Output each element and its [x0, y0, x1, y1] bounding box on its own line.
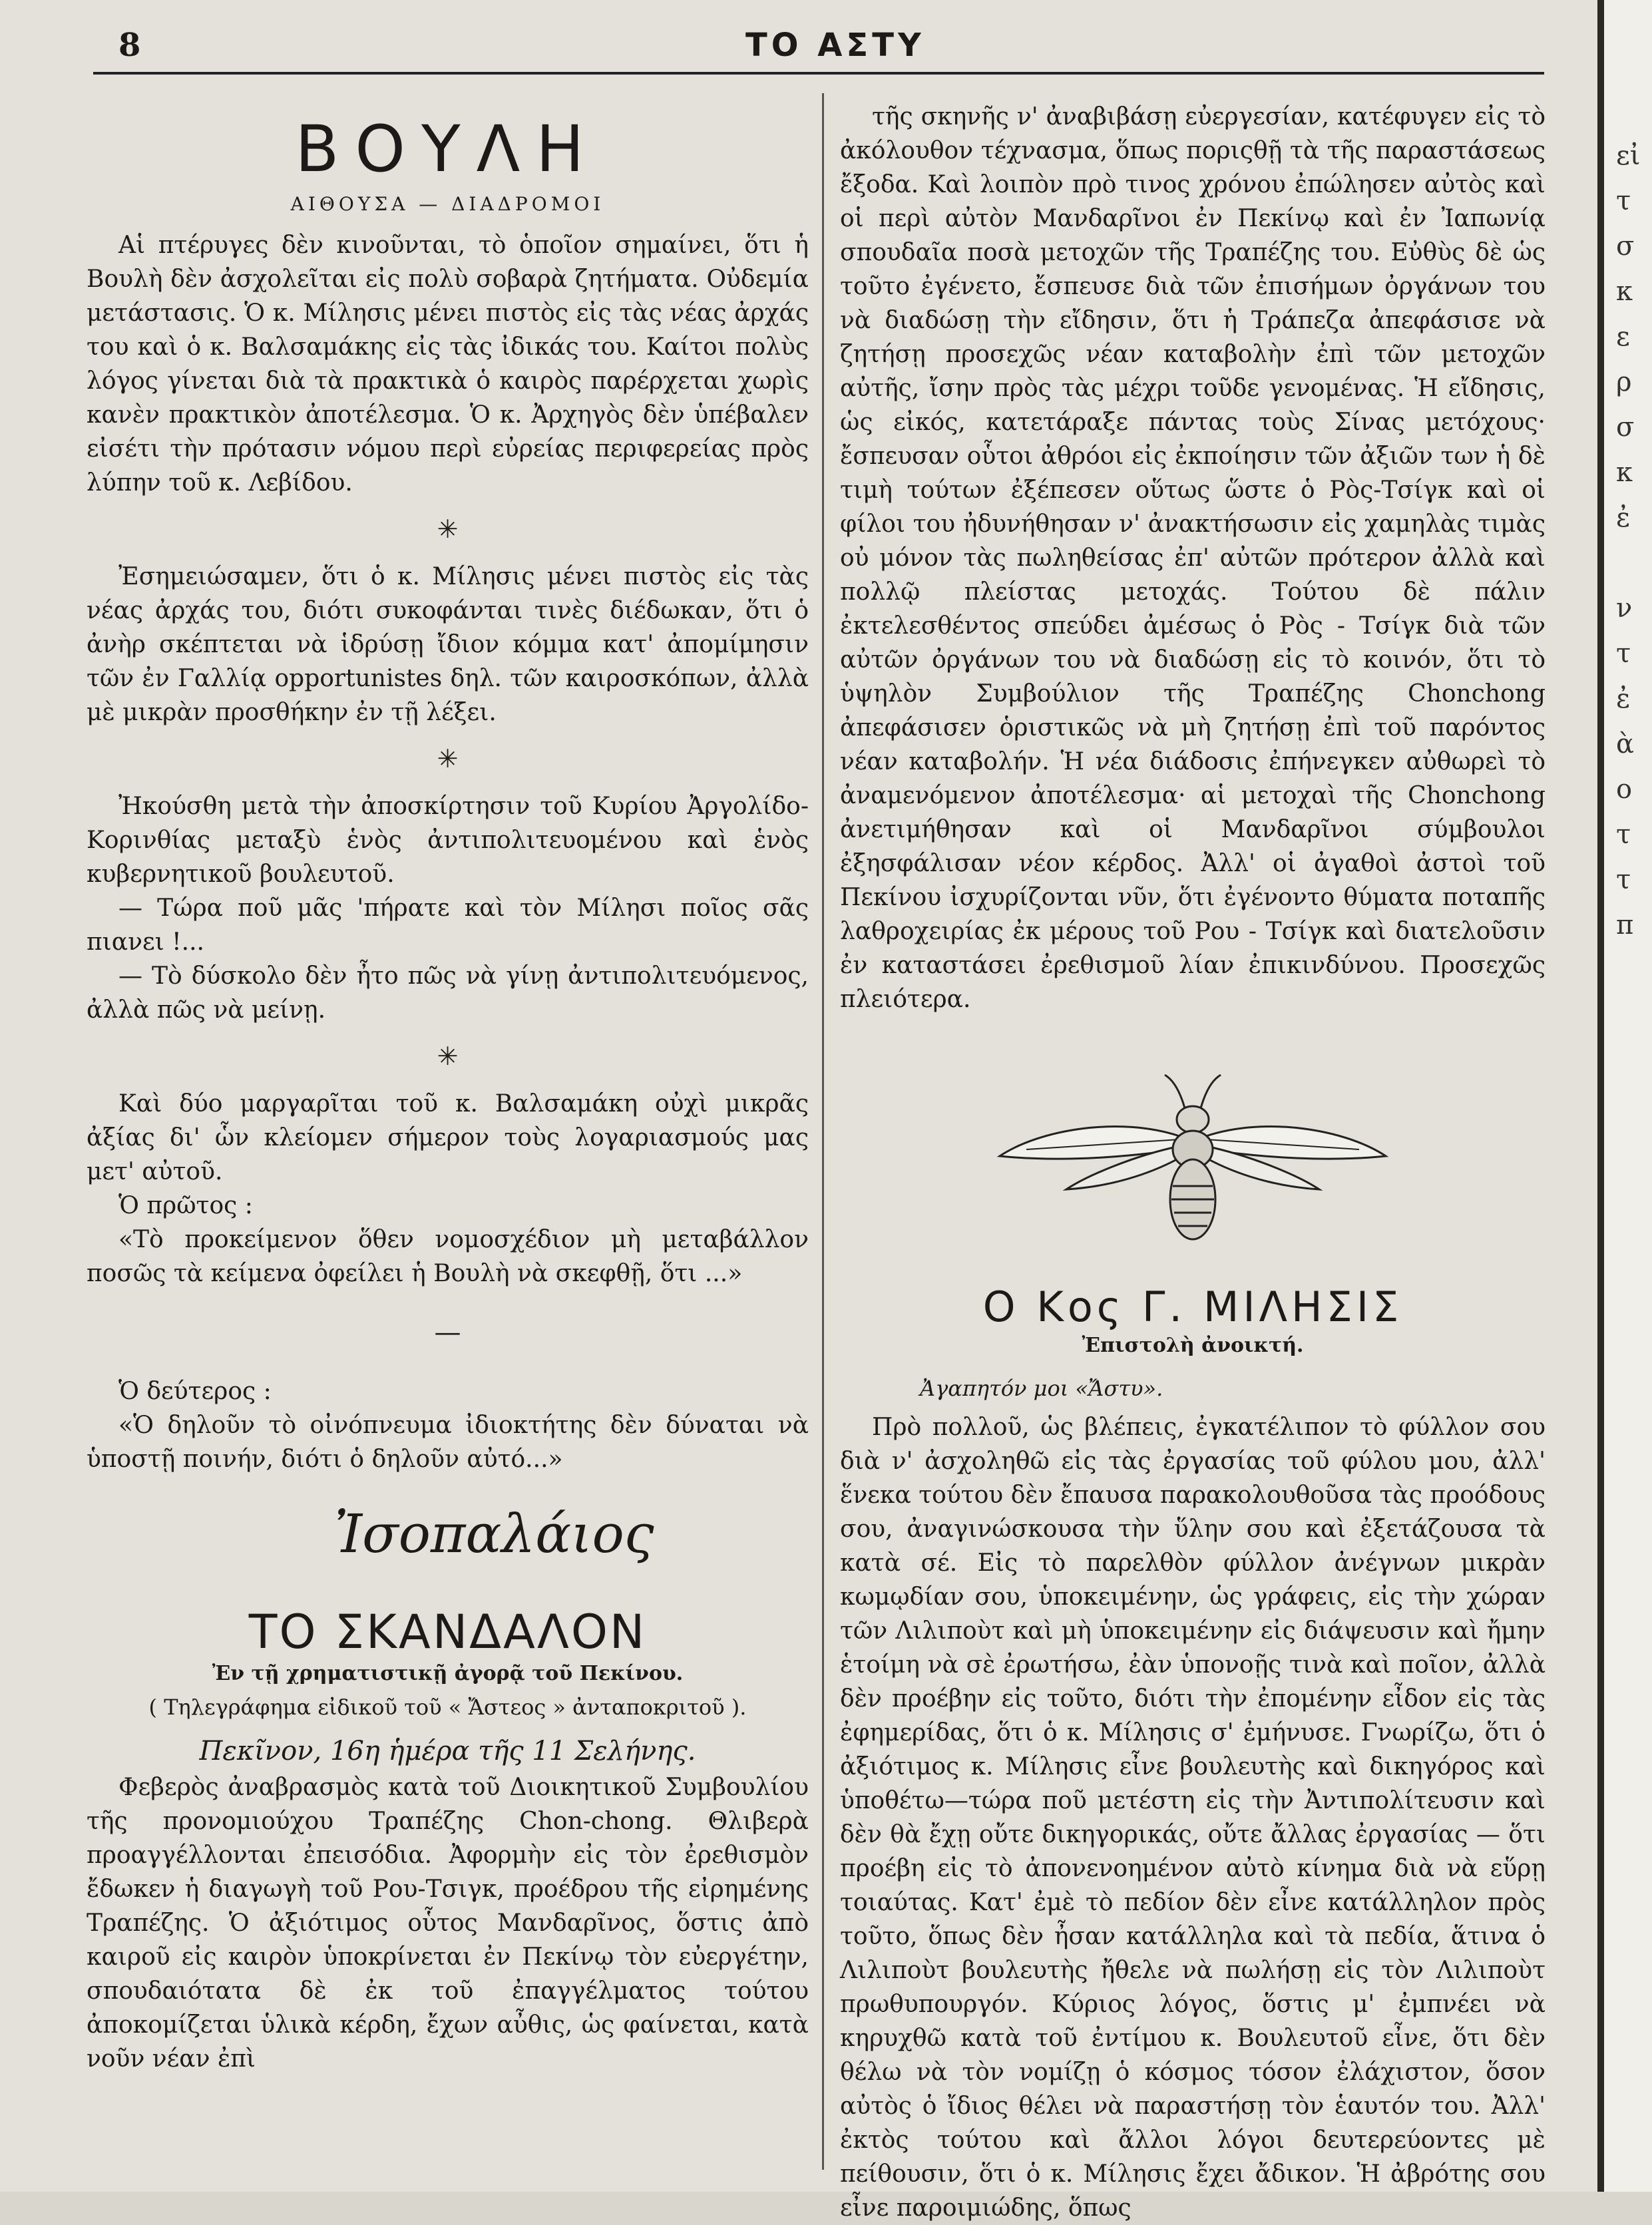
- insect-illustration: [986, 1056, 1399, 1256]
- article-paragraph: Φεβερὸς ἀναβρασμὸς κατὰ τοῦ Διοικητικοῦ Συμβουλίου τῆς προνομιούχου Τραπέζης Chon-chong. Θλιβερὰ προαγγέλλονται ἐπεισόδια. Ἀφορμὴν εἰς τὸν ἐρεθισμὸν ἔδωκεν ἡ διαγωγὴ τοῦ Ρου-Τσιγκ, προέδρου τῆς εἰρημένης Τραπέζης. Ὁ ἀξιότιμος οὗτος Μανδαρῖνος, ὅστις ἀπὸ καιροῦ εἰς καιρὸν ὑποκρίνεται ἐν Πεκίνῳ τὸν εὐεργέτην, σπουδαιότατα δὲ ἐκ τοῦ ἐπαγγέλματος τούτου ἀποκομίζεται ὑλικὰ κέρδη, ἔχων αὖθις, ὡς φαίνεται, κατὰ νοῦν νέαν ἐπὶ: [87, 1774, 809, 2073]
- asterisk-separator: ✳: [437, 744, 459, 773]
- article-paragraph: Αἱ πτέρυγες δὲν κινοῦνται, τὸ ὁποῖον σημαίνει, ὅτι ἡ Βουλὴ δὲν ἀσχολεῖται εἰς πολὺ σοβαρὰ ζητήματα. Οὐδεμία μετάστασις. Ὁ κ. Μίλησις μένει πιστὸς εἰς τὰς νέας ἀρχάς του καὶ ὁ κ. Βαλσαμάκης εἰς τὰς ἰδικάς του. Καίτοι πολὺς λόγος γίνεται διὰ τὰ πρακτικὰ ὁ καιρὸς παρέρχεται χωρὶς κανὲν πρακτικὸν ἀποτέλεσμα. Ὁ κ. Ἀρχηγὸς δὲν ὑπέβαλεν εἰσέτι τὴν πρότασιν νόμου περὶ εὐρείας περιφερείας πρὸς λύπην τοῦ κ. Λεβίδου.: [87, 232, 809, 497]
- left-column: [87, 100, 809, 2076]
- quote-label: Ὁ δεύτερος :: [118, 1378, 272, 1405]
- masthead: ΤΟ ΑΣΤΥ: [745, 27, 925, 64]
- section-title-vouli: ΒΟΥΛΗ: [295, 112, 600, 186]
- dash-separator: —: [434, 1317, 461, 1348]
- section-subtitle-vouli: ΑΙΘΟΥΣΑ — ΔΙΑΔΡΟΜΟΙ: [290, 193, 605, 215]
- asterisk-separator: ✳: [437, 1042, 459, 1071]
- dateline: Πεκῖνον, 16η ἡμέρα τῆς 11 Σελήνης.: [199, 1736, 696, 1766]
- quote-text: «Τὸ προκείμενον ὅθεν νομοσχέδιον μὴ μεταβάλλον ποσῶς τὰ κείμενα ὀφείλει ἡ Βουλὴ νὰ σκεφθῇ, ὅτι ...»: [87, 1226, 809, 1287]
- quote-label: Ὁ πρῶτος :: [118, 1192, 253, 1219]
- author-signature: Ἰσοπαλάιος: [334, 1503, 654, 1565]
- telegram-note: ( Τηλεγράφημα εἰδικοῦ τοῦ « Ἄστεος » ἀνταποκριτοῦ ).: [148, 1695, 747, 1720]
- section-subtitle-scandal: Ἐν τῇ χρηματιστικῇ ἀγορᾷ τοῦ Πεκίνου.: [212, 1662, 684, 1685]
- quote-text: «Ὁ δηλοῦν τὸ οἰνόπνευμα ἰδιοκτήτης δὲν δύναται νὰ ὑποστῇ ποινήν, διότι ὁ δηλοῦν αὐτό...»: [87, 1412, 809, 1473]
- adjacent-page-edge: [1597, 0, 1652, 2192]
- section-title-milisis: Ο Κος Γ. ΜΙΛΗΣΙΣ: [982, 1283, 1403, 1331]
- column-divider: [822, 93, 824, 2170]
- asterisk-separator: ✳: [437, 514, 459, 544]
- article-paragraph: τῆς σκηνῆς ν' ἀναβιβάσῃ εὐεργεσίαν, κατέφυγεν εἰς τὸ ἀκόλουθον τέχνασμα, ὅπως ποριςθῇ τὰ τῆς παραστάσεως ἔξοδα. Καὶ λοιπὸν πρὸ τινος χρόνου ἐπώλησεν αὐτὸς καὶ οἱ περὶ αὐτὸν Μανδαρῖνοι ἐν Πεκίνῳ καὶ ἐν Ἰαπωνίᾳ σπουδαῖα ποσὰ μετοχῶν τῆς Τραπέζης του. Εὐθὺς δὲ ὡς τοῦτο ἐγένετο, ἔσπευσε διὰ τῶν ἐπισήμων ὀργάνων του νὰ διαδώσῃ τὴν εἴδησιν, ὅτι ἡ Τράπεζα ἀπεφάσισε νὰ ζητήσῃ προσεχῶς νέαν καταβολὴν ἐπὶ τῶν μετοχῶν αὐτῆς, ἴσην πρὸς τὰς μέχρι τοῦδε γενομένας. Ἡ εἴδησις, ὡς εἰκός, κατετάραξε πάντας τοὺς Σίνας μετόχους· ἔσπευσαν οὗτοι ἀθρόοι εἰς ἐκποίησιν τῶν ἀξιῶν των ἡ δὲ τιμὴ τούτων ἐξέπεσεν οὕτως ὥστε ὁ Ρὸς-Τσίγκ καὶ οἱ φίλοι του ἠδυνήθησαν ν' ἀνακτήσωσιν εἰς χαμηλὰς τιμὰς οὐ μόνον τὰς πωληθείσας ἐπ' αὐτῶν πρότερον ἀλλὰ καὶ πολλῷ πλείστας μετοχάς. Τούτου δὲ πάλιν ἐκτελεσθέντος σπεύδει ἀμέσως ὁ Ρὸς - Τσίγκ διὰ τῶν αὐτῶν ὀργάνων του νὰ διαδώσῃ εἰς τὸ κοινόν, ὅτι τὸ ὑψηλὸν Συμβούλιον τῆς Τραπέζης Chonchong ἀπεφάσισεν ὁριστικῶς νὰ μὴ ζητήσῃ ἐπὶ τοῦ παρόντος νέαν καταβολήν. Ἡ νέα διάδοσις ἐπήνεγκεν αὐθωρεὶ τὸ ἀναμενόμενον ἀποτέλεσμα· αἱ μετοχαὶ τῆς Chonchong ἀνετιμήθησαν καὶ οἱ Μανδαρῖνοι σύμβουλοι ἐξησφάλισαν νέον κέρδος. Ἀλλ' οἱ ἀγαθοὶ ἀστοὶ τοῦ Πεκίνου ἰσχυρίζονται νῦν, ὅτι ἐγένοντο θύματα ποταπῆς λαθροχειρίας ἐκ μέρους τοῦ Ρου - Τσίγκ καὶ διατελοῦσιν ἐν καταστάσει ἐρεθισμοῦ λίαν ἐπικινδύνου. Προσεχῶς πλειότερα.: [840, 103, 1546, 1013]
- article-paragraph: Καὶ δύο μαργαρῖται τοῦ κ. Βαλσαμάκη οὐχὶ μικρᾶς ἀξίας δι' ὧν κλείομεν σήμερον τοὺς λογαριασμούς μας μετ' αὐτοῦ.: [87, 1090, 809, 1185]
- header-rule: [93, 72, 1544, 75]
- section-title-scandal: ΤΟ ΣΚΑΝΔΑΛΟΝ: [248, 1605, 647, 1659]
- letter-greeting: Ἀγαπητόν μοι «Ἄστυ».: [920, 1376, 1163, 1401]
- right-column: [840, 100, 1546, 2225]
- dialogue-line: — Τὸ δύσκολο δὲν ἦτο πῶς νὰ γίνῃ ἀντιπολιτευόμενος, ἀλλὰ πῶς νὰ μείνῃ.: [87, 962, 809, 1024]
- dialogue-line: — Τώρα ποῦ μᾶς 'πήρατε καὶ τὸν Μίλησι ποῖος σᾶς πιανει !...: [87, 895, 809, 956]
- article-paragraph: Ἐσημειώσαμεν, ὅτι ὁ κ. Μίλησις μένει πιστὸς εἰς τὰς νέας ἀρχάς του, διότι συκοφάνται τινὲς διέδωκαν, ὅτι ὁ ἀνὴρ σκέπτεται νὰ ἱδρύσῃ ἴδιον κόμμα κατ' ἀπομίμησιν τῶν ἐν Γαλλίᾳ opportunistes δηλ. τῶν καιροσκόπων, ἀλλὰ μὲ μικρὰν προσθήκην ἐν τῇ λέξει.: [87, 563, 809, 726]
- article-paragraph: Πρὸ πολλοῦ, ὡς βλέπεις, ἐγκατέλιπον τὸ φύλλον σου διὰ ν' ἀσχοληθῶ εἰς τὰς ἐργασίας τοῦ φύλου μου, ἀλλ' ἕνεκα τούτου δὲν ἔπαυσα παρακολουθοῦσα τὰς προόδους σου, ἀναγινώσκουσα τὴν ὕλην σου καὶ ἐξετάζουσα τὰ κατὰ σέ. Εἰς τὸ παρελθὸν φύλλον ἀνέγνων μικρὰν κωμῳδίαν σου, ὑποκειμένην, ὡς γράφεις, εἰς τὴν χώραν τῶν Λιλιποὺτ καὶ μὴ ὑποκειμένην εἰς διάψευσιν καὶ ἤμην ἑτοίμη νὰ σὲ ἐρωτήσω, ἐὰν ὑπονοῇς τινὰ καὶ ποῖον, ἀλλὰ δὲν προέβην εἰς τοῦτο, διότι τὴν ἐπομένην εἶδον εἰς τὰς ἐφημερίδας, ὅτι ὁ κ. Μίλησις σ' ἐμήνυσε. Γνωρίζω, ὅτι ὁ ἀξιότιμος κ. Μίλησις εἶνε βουλευτὴς καὶ δικηγόρος καὶ ὑποθέτω—τώρα ποῦ μετέστη εἰς τὴν Ἀντιπολίτευσιν καὶ δὲν θὰ ἔχῃ οὔτε δικηγορικάς, οὔτε ἄλλας ἐργασίας — ὅτι προέβη εἰς τὸ ἀπονενοημένον αὐτὸ κίνημα διὰ νὰ εὕρῃ τοιαύτας. Κατ' ἐμὲ τὸ πεδίον δὲν εἶνε κατάλληλον πρὸς τοῦτο, ὅπως δὲν ἦσαν κατάλληλα καὶ τὰ πεδία, ἅτινα ὁ Λιλιποὺτ βουλευτὴς ἤθελε νὰ πωλήσῃ εἰς τὸν Λιλιποὺτ πρωθυπουργόν. Κύριος λόγος, ὅστις μ' ἐμπνέει νὰ κηρυχθῶ κατὰ τοῦ ἐντίμου κ. Βουλευτοῦ εἶνε, ὅτι δὲν θέλω νὰ τὸν νομίζῃ ὁ κόσμος τόσον ἐλάχιστον, ὅσον αὐτὸς ὁ ἴδιος θέλει νὰ παραστήσῃ τὸν ἑαυτόν του. Ἀλλ' ἐκτὸς τούτου καὶ ἄλλοι λόγοι δευτερεύοντες μὲ πείθουσιν, ὅτι ὁ κ. Μίλησις ἔχει ἄδικον. Ἡ ἀβρότης σου εἶνε παροιμιώδης, ὅπως: [840, 1414, 1546, 2222]
- article-paragraph: Ἠκούσθη μετὰ τὴν ἀποσκίρτησιν τοῦ Κυρίου Ἀργολίδο-Κορινθίας μεταξὺ ἑνὸς ἀντιπολιτευομένου καὶ ἑνὸς κυβερνητικοῦ βουλευτοῦ.: [87, 793, 809, 888]
- page-number: 8: [118, 27, 141, 64]
- section-subtitle-letter: Ἐπιστολὴ ἀνοικτή.: [1082, 1334, 1304, 1357]
- adjacent-page-text: εἰ τ σ κ ε ρ σ κ ἐ ν τ ἐ ὰ ο τ τ π: [1616, 140, 1641, 940]
